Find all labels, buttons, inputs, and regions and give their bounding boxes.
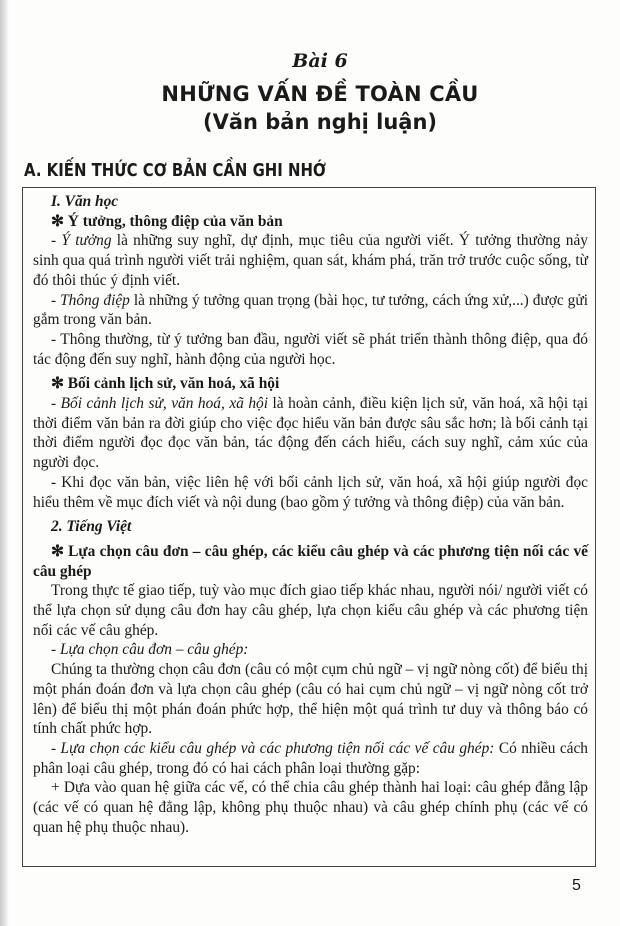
term: Ý tưởng	[61, 232, 112, 250]
term: - Lựa chọn các kiểu câu ghép và các phương tiện nối các vế câu ghép:	[51, 739, 495, 757]
paragraph: Chúng ta thường chọn câu đơn (câu có một cụm chủ ngữ – vị ngữ nòng cốt) để biểu thị một phán đoán đơn và lựa chọn câu ghép (câu có hai cụm chủ ngữ – vị ngữ nòng cốt trở lên) để biểu thị một phán đoán phức hợp, thể hiện một quá trình tư duy và thông báo có tính chất phức hợp.	[33, 661, 588, 738]
page-subtitle: (Văn bản nghị luận)	[202, 110, 438, 134]
term: - Lựa chọn câu đơn – câu ghép:	[51, 641, 249, 659]
term: Bối cảnh lịch sử, văn hoá, xã hội	[60, 395, 269, 413]
subsection-vietnamese: 2. Tiếng Việt	[51, 518, 132, 536]
knowledge-box	[22, 187, 596, 867]
paragraph-italic	[33, 640, 588, 660]
topic-heading: ✻ Lựa chọn câu đơn – câu ghép, các kiểu câu ghép và các phương tiện nối các vế câu ghép	[33, 542, 588, 580]
topic-heading: ✻ Ý tưởng, thông điệp của văn bản	[51, 212, 283, 230]
paragraph: + Dựa vào quan hệ giữa các vế, có thể chia câu ghép thành hai loại: câu ghép đẳng lập (các vế có quan hệ đẳng lập, không phụ thuộc nhau) và câu ghép chính phụ (các vế có quan hệ phụ thuộc nhau).	[33, 779, 588, 836]
paragraph: Trong thực tế giao tiếp, tuỳ vào mục đích giao tiếp khác nhau, người nói/ người viết có thể lựa chọn sử dụng câu đơn hay câu ghép, lựa chọn kiểu câu ghép và các phương tiện nối các vế câu ghép.	[33, 582, 588, 639]
topic-heading: ✻ Bối cảnh lịch sử, văn hoá, xã hội	[51, 375, 280, 393]
paragraph: - Bối cảnh lịch sử, văn hoá, xã hội là hoàn cảnh, điều kiện lịch sử, văn hoá, xã hội tại thời điểm văn bản ra đời giúp cho việc đọc hiểu văn bản được sâu sắc hơn; là bối cảnh tại thời điểm người đọc đọc văn bản, tác động đến cách hiểu, cách suy nghĩ, cảm xúc của người đọc.	[33, 395, 588, 472]
paragraph: - Thông thường, từ ý tưởng ban đầu, người viết sẽ phát triển thành thông điệp, qua đó tác động đến suy nghĩ, hành động của người học.	[33, 330, 588, 368]
section-heading: A. KIẾN THỨC CƠ BẢN CẦN GHI NHỚ	[24, 160, 326, 181]
subsection-literature: I. Văn học	[51, 193, 119, 210]
scan-edge-shadow	[0, 0, 9, 926]
paragraph-text: là hoàn cảnh, điều kiện lịch sử, văn hoá, xã hội tại thời điểm văn bản ra đời giúp cho việc đọc hiểu văn bản được sâu sắc hơn; là bối cảnh tại thời điểm người đọc đọc văn bản, tác động đến cách hiểu, cách suy nghĩ, cảm xúc của người đọc.	[33, 395, 588, 472]
paragraph: - Khi đọc văn bản, việc liên hệ với bối cảnh lịch sử, văn hoá, xã hội giúp người đọc hiểu thêm về mục đích viết và nội dung (bao gồm ý tưởng và thông điệp) của văn bản.	[33, 473, 588, 511]
lesson-number: Bài 6	[292, 50, 348, 72]
paragraph-text: là những ý tưởng quan trọng (bài học, tư tưởng, cách ứng xử,...) được gửi gắm trong văn bản.	[33, 291, 588, 329]
paragraph-text: là những suy nghĩ, dự định, mục tiêu của người viết. Ý tưởng thường nảy sinh qua quá trình người viết trải nghiệm, quan sát, khám phá, trăn trở trước cuộc sống, từ đó thôi thúc ý định viết.	[33, 232, 588, 289]
term: Thông điệp	[60, 291, 130, 309]
paragraph: - Thông điệp là những ý tưởng quan trọng (bài học, tư tưởng, cách ứng xử,...) được gửi gắm trong văn bản.	[33, 291, 588, 329]
page-number: 5	[572, 877, 581, 894]
paragraph: - Ý tưởng là những suy nghĩ, dự định, mục tiêu của người viết. Ý tưởng thường nảy sinh qua quá trình người viết trải nghiệm, quan sát, khám phá, trăn trở trước cuộc sống, từ đó thôi thúc ý định viết.	[33, 232, 588, 289]
paragraph	[33, 739, 588, 778]
page-title: NHỮNG VẤN ĐỀ TOÀN CẦU	[161, 82, 479, 106]
paragraph-text: Có nhiều cách phân loại câu ghép, trong đó có hai cách phân loại thường gặp:	[33, 739, 589, 777]
